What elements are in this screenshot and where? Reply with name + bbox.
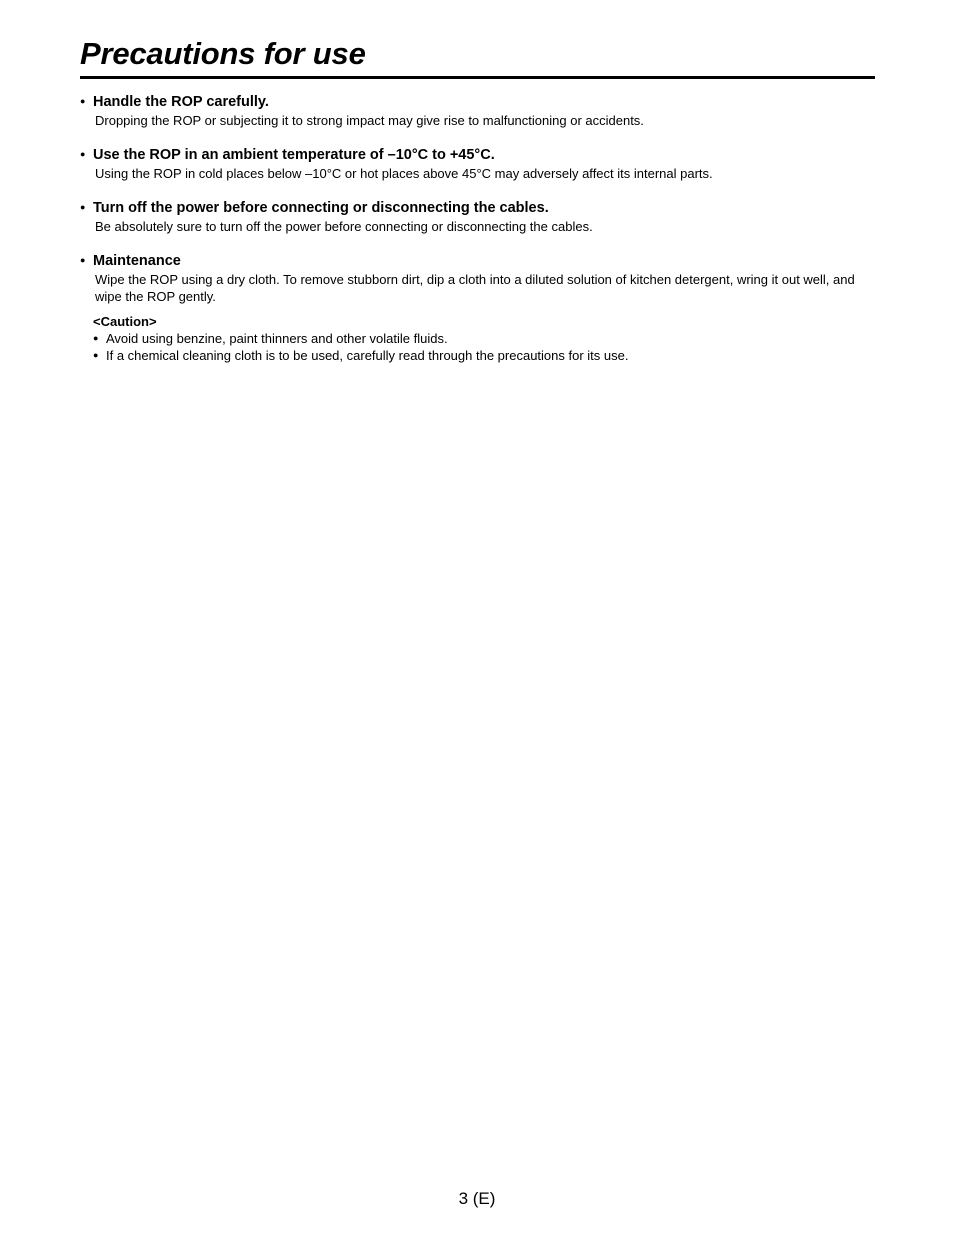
section-heading (80, 93, 870, 111)
caution-title: <Caution> (93, 314, 157, 329)
section-heading (80, 146, 870, 164)
page-title: Precautions for use (80, 36, 366, 71)
section-power-off (80, 199, 870, 235)
section-ambient-temperature (80, 146, 870, 182)
caution-item (93, 330, 873, 347)
section-handle-carefully (80, 93, 870, 129)
caution-item-text: If a chemical cleaning cloth is to be used, carefully read through the precautions for its use. (106, 348, 629, 363)
caution-item-text: Avoid using benzine, paint thinners and other volatile fluids. (106, 331, 448, 346)
bullet-icon: ● (80, 96, 86, 106)
section-heading-text: Turn off the power before connecting or disconnecting the cables. (93, 200, 549, 216)
caution-item (93, 347, 873, 364)
caution-block (93, 313, 873, 364)
section-heading (80, 252, 870, 270)
bullet-icon: ● (80, 149, 86, 159)
section-heading-text: Maintenance (93, 253, 181, 269)
section-maintenance (80, 252, 870, 305)
section-body: Using the ROP in cold places below –10°C or hot places above 45°C may adversely affect its internal parts. (95, 166, 713, 181)
section-heading-text: Use the ROP in an ambient temperature of –10°C to +45°C. (93, 147, 495, 163)
section-body: Dropping the ROP or subjecting it to strong impact may give rise to malfunctioning or accidents. (95, 113, 644, 128)
page-number: 3 (E) (458, 1189, 496, 1208)
section-body: Be absolutely sure to turn off the power before connecting or disconnecting the cables. (95, 219, 593, 234)
title-rule (80, 76, 875, 79)
bullet-icon: ● (93, 333, 99, 343)
section-heading-text: Handle the ROP carefully. (93, 94, 269, 110)
bullet-icon: ● (80, 202, 86, 212)
section-heading (80, 199, 870, 217)
section-body: Wipe the ROP using a dry cloth. To remove stubborn dirt, dip a cloth into a diluted solution of kitchen detergent, wring it out well, and wipe the ROP gently. (95, 272, 855, 304)
bullet-icon: ● (80, 255, 86, 265)
bullet-icon: ● (93, 350, 99, 360)
